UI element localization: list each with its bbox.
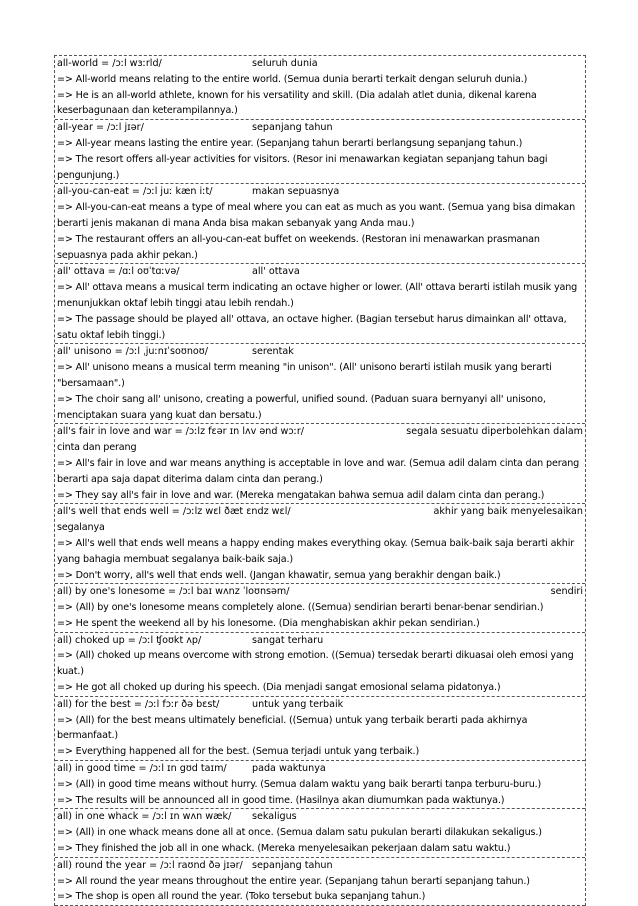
entry-term: all-year = /ɔːl jɪər/: [57, 122, 144, 134]
entry-term: all) for the best = /ɔːl fɔːr ðə bɛst/: [57, 698, 220, 710]
entry-meaning: sekaligus: [252, 811, 297, 823]
entry-line: => The resort offers all-year activities for visitors. (Resor ini menawarkan kegiatan sepanjang tahun bagi pengunjung.): [57, 153, 548, 181]
entry-line: cinta dan perang: [57, 442, 137, 454]
entry-line: => The restaurant offers an all-you-can-eat buffet on weekends. (Restoran ini menawarkan prasmanan sepuasnya pada akhir pekan.): [57, 233, 540, 261]
entry-term: all' ottava = /ɑːl oʊˈtɑːvə/: [57, 266, 180, 278]
entry-header: [57, 633, 583, 649]
entry-header: [57, 184, 583, 200]
entry-term: all's fair in love and war = /ɔːlz fɛər ɪn lʌv ənd wɔːr/: [57, 426, 305, 438]
entry-line: => All-world means relating to the entire world. (Semua dunia berarti terkait dengan seluruh dunia.): [57, 73, 528, 85]
entry-meaning: pada waktunya: [252, 763, 326, 775]
vocabulary-entry: [55, 858, 585, 906]
entry-line: => They finished the job all in one whack. (Mereka menyelesaikan pekerjaan dalam satu waktu.): [57, 843, 511, 855]
entry-term: all's well that ends well = /ɔːlz wɛl ðæt ɛndz wɛl/: [57, 506, 291, 518]
entry-meaning: all' ottava: [252, 266, 300, 278]
entry-line: => Don't worry, all's well that ends well. (Jangan khawatir, semua yang berakhir dengan baik.): [57, 569, 501, 581]
entry-line: => He spent the weekend all by his lonesome. (Dia menghabiskan akhir pekan sendirian.): [57, 617, 480, 629]
entry-header: [57, 120, 583, 136]
entry-term: all) by one's lonesome = /ɔːl baɪ wʌnz ˈloʊnsəm/: [57, 586, 290, 598]
entry-meaning: sangat terharu: [252, 634, 324, 646]
entry-header: [57, 858, 583, 874]
entry-line: => The results will be announced all in good time. (Hasilnya akan diumumkan pada waktunya.): [57, 794, 505, 806]
entry-line: => (All) choked up means overcome with strong emotion. ((Semua) tersedak berarti dikuasai oleh emosi yang kuat.): [57, 650, 574, 678]
entry-term: all-you-can-eat = /ɔːl juː kæn iːt/: [57, 186, 213, 198]
vocabulary-entry: [55, 761, 585, 809]
vocabulary-entry: [55, 264, 585, 344]
vocabulary-entry: [55, 697, 585, 761]
entry-line: => All's well that ends well means a happy ending makes everything okay. (Semua baik-baik saja berarti akhir yang bahagia membuat segalanya baik-baik saja.): [57, 537, 575, 565]
entry-line: => All' unisono means a musical term meaning "in unison". (All' unisono berarti istilah musik yang berarti "bersamaan".): [57, 362, 552, 389]
vocabulary-entry: [55, 56, 585, 120]
entry-line: => (All) in good time means without hurry. (Semua dalam waktu yang baik berarti tanpa terburu-buru.): [57, 778, 542, 790]
entry-term: all) in good time = /ɔːl ɪn gʊd taɪm/: [57, 763, 227, 775]
entry-term: all' unisono = /ɔːl ˌjuːnɪˈsoʊnoʊ/: [57, 346, 208, 358]
entry-meaning: seluruh dunia: [252, 58, 318, 69]
entry-line: => The choir sang all' unisono, creating a powerful, unified sound. (Paduan suara bernyanyi all' unisono, menciptakan suara yang kuat dan bersatu.): [57, 393, 546, 421]
entry-line: => All' ottava means a musical term indicating an octave higher or lower. (All' ottava berarti istilah musik yang menunjukkan oktaf lebih tinggi atau lebih rendah.): [57, 282, 578, 309]
vocabulary-entry: [55, 584, 585, 632]
vocabulary-entry: [55, 424, 585, 504]
entry-term: all) round the year = /ɔːl raʊnd ðə jɪər/: [57, 859, 243, 871]
entry-line: => He got all choked up during his speech. (Dia menjadi sangat emosional selama pidatonya.): [57, 682, 501, 694]
entry-line: => (All) for the best means ultimately beneficial. ((Semua) untuk yang terbaik berarti pada akhirnya bermanfaat.): [57, 714, 528, 742]
entry-line: => They say all's fair in love and war. (Mereka mengatakan bahwa semua adil dalam cinta dan perang.): [57, 489, 545, 501]
entry-line: => All-you-can-eat means a type of meal where you can eat as much as you want. (Semua yang bisa dimakan berarti jenis makanan di mana Anda bisa makan sebanyak yang Anda mau.): [57, 202, 576, 229]
entry-line: => (All) in one whack means done all at once. (Semua dalam satu pukulan berarti dilakukan sekaligus.): [57, 827, 542, 839]
vocabulary-entry: [55, 809, 585, 857]
vocabulary-entry: [55, 344, 585, 424]
entry-meaning: akhir yang baik menyelesaikan: [433, 506, 583, 518]
entry-line: => All-year means lasting the entire year. (Sepanjang tahun berarti berlangsung sepanjang tahun.): [57, 137, 523, 149]
entry-meaning: sepanjang tahun: [252, 122, 333, 134]
entry-line: => He is an all-world athlete, known for his versatility and skill. (Dia adalah atlet dunia, dikenal karena keserbagunaan dan keterampilannya.): [57, 89, 537, 117]
entry-line: => Everything happened all for the best. (Semua terjadi untuk yang terbaik.): [57, 746, 420, 758]
entry-meaning: segala sesuatu diperbolehkan dalam: [406, 426, 583, 438]
entry-line: => (All) by one's lonesome means completely alone. ((Semua) sendirian berarti benar-benar sendirian.): [57, 602, 544, 614]
vocabulary-entry: [55, 633, 585, 697]
entry-line: => All's fair in love and war means anything is acceptable in love and war. (Semua adil dalam cinta dan perang berarti apa saja dapat diterima dalam cinta dan perang.): [57, 457, 580, 485]
vocabulary-entry: [55, 504, 585, 584]
entry-header: [57, 697, 583, 713]
vocabulary-list: [54, 55, 586, 906]
entry-meaning: sendiri: [550, 586, 583, 598]
entry-meaning: untuk yang terbaik: [252, 698, 344, 710]
entry-header: [57, 424, 583, 440]
entry-meaning: sepanjang tahun: [252, 859, 333, 871]
entry-line: => The shop is open all round the year. (Toko tersebut buka sepanjang tahun.): [57, 891, 426, 903]
entry-header: [57, 584, 583, 600]
entry-term: all) in one whack = /ɔːl ɪn wʌn wæk/: [57, 811, 232, 823]
entry-meaning: makan sepuasnya: [252, 186, 340, 198]
entry-header: [57, 344, 583, 360]
vocabulary-entry: [55, 120, 585, 184]
entry-line: => The passage should be played all' ottava, an octave higher. (Bagian tersebut harus dimainkan all' ottava, satu oktaf lebih tinggi.): [57, 313, 567, 341]
entry-term: all) choked up = /ɔːl ʧoʊkt ʌp/: [57, 634, 202, 646]
entry-header: [57, 56, 583, 72]
entry-meaning: serentak: [252, 346, 294, 358]
vocabulary-entry: [55, 184, 585, 264]
entry-line: segalanya: [57, 522, 105, 534]
entry-header: [57, 809, 583, 825]
entry-header: [57, 264, 583, 280]
entry-line: => All round the year means throughout the entire year. (Sepanjang tahun berarti sepanjang tahun.): [57, 875, 530, 887]
entry-term: all-world = /ɔːl wɜːrld/: [57, 58, 162, 69]
entry-header: [57, 761, 583, 777]
entry-header: [57, 504, 583, 520]
